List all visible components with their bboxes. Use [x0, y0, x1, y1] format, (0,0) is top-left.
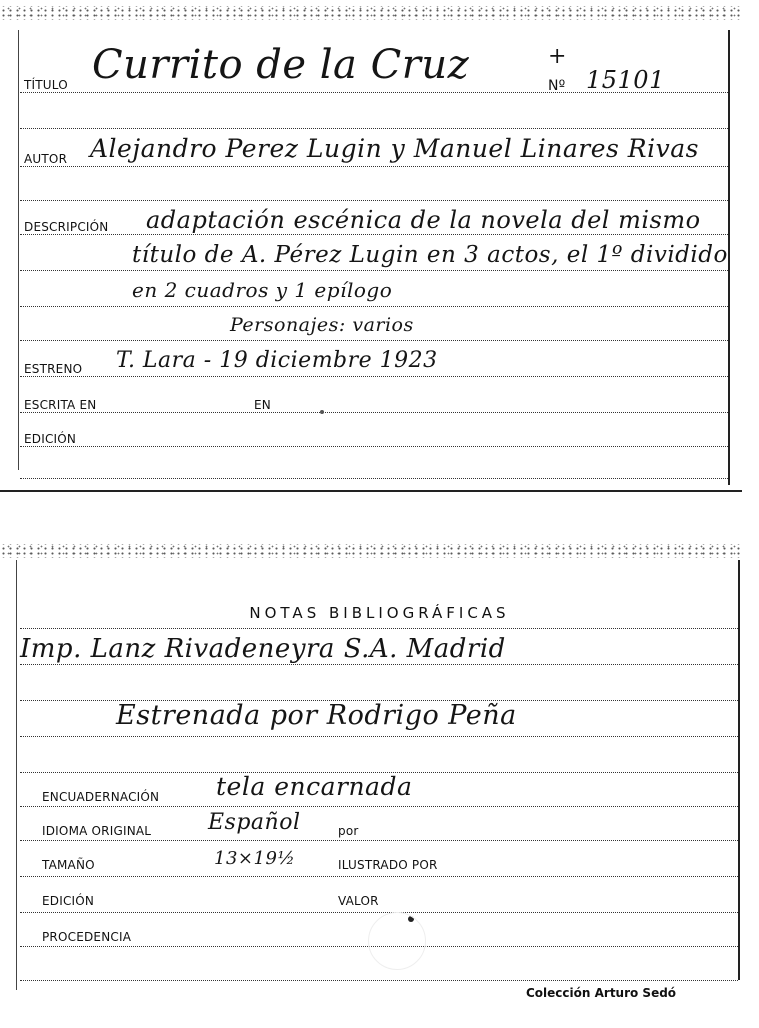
card-right-border: [728, 30, 730, 485]
card-left-border: [16, 560, 17, 990]
ruled-line: [20, 876, 738, 877]
card-top-edge-texture: [0, 6, 742, 20]
autor-value: Alejandro Perez Lugin y Manuel Linares Rivas: [90, 134, 699, 163]
estreno-value: T. Lara - 19 diciembre 1923: [116, 348, 438, 373]
ruled-line: [20, 412, 728, 413]
ruled-line: [20, 840, 738, 841]
por-label: por: [338, 824, 359, 838]
faint-stamp-circle: [368, 912, 426, 970]
ink-speck: [320, 410, 324, 414]
autor-label: AUTOR: [24, 152, 68, 166]
ruled-line: [20, 270, 728, 271]
idioma-original-value: Español: [208, 810, 301, 835]
tamano-label: TAMAÑO: [42, 858, 95, 872]
card-right-border: [738, 560, 740, 980]
idioma-original-label: IDIOMA ORIGINAL: [42, 824, 152, 838]
ruled-line: [20, 736, 738, 737]
descripcion-line-1: adaptación escénica de la novela del mismo: [146, 206, 701, 234]
encuadernacion-value: tela encarnada: [216, 772, 413, 801]
estreno-label: ESTRENO: [24, 362, 83, 376]
ruled-line: [20, 446, 728, 447]
ruled-line: [20, 664, 738, 665]
ruled-line: [20, 912, 738, 913]
descripcion-line-2: título de A. Pérez Lugin en 3 actos, el 1º dividido: [132, 242, 728, 268]
ilustrado-por-label: ILUSTRADO POR: [338, 858, 438, 872]
note-line-2: Estrenada por Rodrigo Peña: [116, 700, 517, 731]
numero-label: Nº: [548, 78, 566, 94]
edicion-label: EDICIÓN: [42, 894, 95, 908]
ruled-line: [20, 628, 738, 629]
descripcion-label: DESCRIPCIÓN: [24, 220, 109, 234]
edicion-label: EDICIÓN: [24, 432, 77, 446]
titulo-value: Currito de la Cruz: [92, 42, 470, 88]
numero-value: 15101: [586, 66, 665, 94]
ruled-line: [20, 166, 728, 167]
procedencia-label: PROCEDENCIA: [42, 930, 132, 944]
titulo-label: TÍTULO: [24, 78, 68, 92]
ruled-line: [20, 340, 728, 341]
ruled-line: [20, 478, 728, 479]
escrita-en-label: ESCRITA EN: [24, 398, 97, 412]
ruled-line: [20, 806, 738, 807]
descripcion-line-3: en 2 cuadros y 1 epílogo: [132, 278, 393, 302]
card-top-edge-texture: [0, 544, 742, 558]
ruled-line: [20, 306, 728, 307]
note-line-1: Imp. Lanz Rivadeneyra S.A. Madrid: [20, 634, 506, 664]
ruled-line: [20, 200, 728, 201]
card-left-border: [18, 30, 19, 470]
descripcion-line-4: Personajes: varios: [230, 314, 414, 336]
notas-bibliograficas-heading: NOTAS BIBLIOGRÁFICAS: [249, 604, 510, 622]
valor-label: VALOR: [338, 894, 379, 908]
en-label: EN: [254, 398, 271, 412]
bibliographic-card: [0, 540, 759, 1028]
ruled-line: [20, 376, 728, 377]
title-card: [0, 0, 759, 495]
ruled-line: [20, 128, 728, 129]
ruled-line: [20, 980, 738, 981]
encuadernacion-label: ENCUADERNACIÓN: [42, 790, 160, 804]
card-bottom-edge: [0, 490, 742, 492]
ruled-line: [20, 234, 728, 235]
cross-mark: +: [548, 44, 567, 69]
tamano-value: 13×19½: [214, 848, 296, 869]
collection-stamp: Colección Arturo Sedó: [526, 986, 677, 1000]
